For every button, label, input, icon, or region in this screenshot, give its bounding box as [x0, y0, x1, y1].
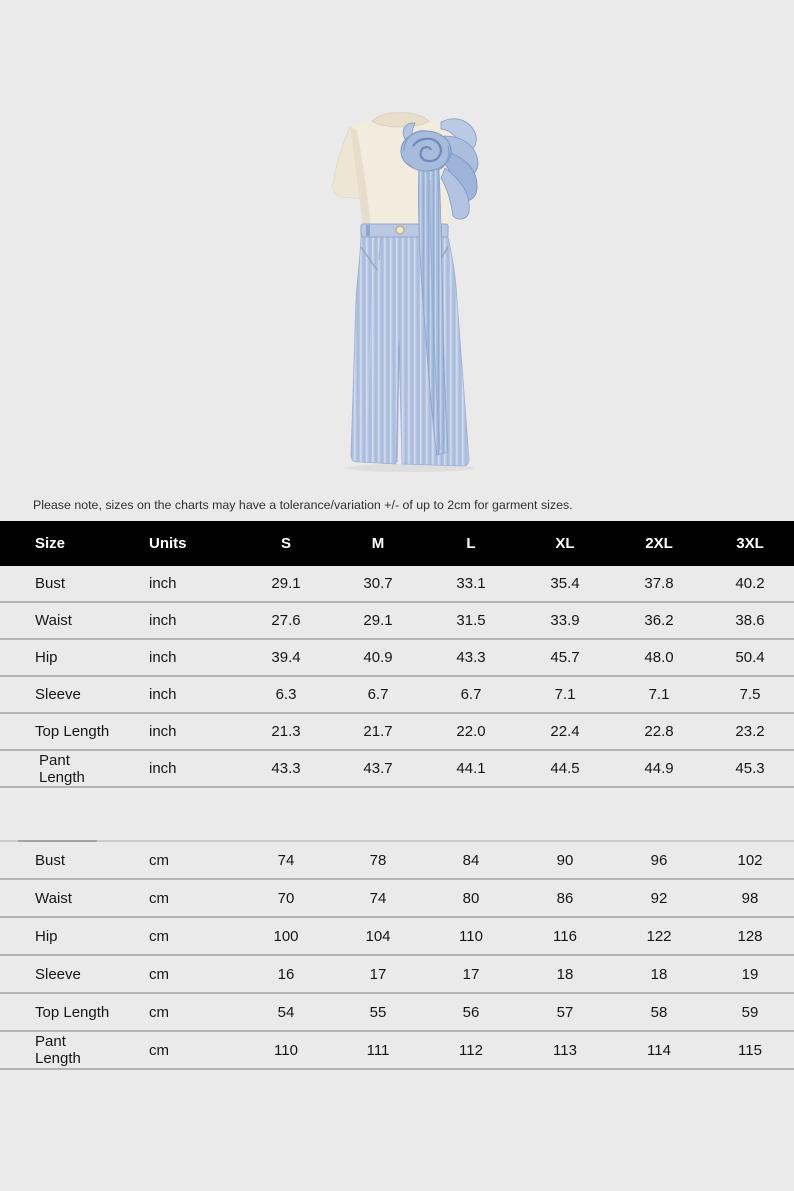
unit-cell: inch — [114, 713, 240, 750]
table-row — [0, 602, 794, 639]
measurement-label: Bust — [0, 566, 114, 602]
unit-cell: cm — [114, 841, 240, 879]
value-cell: 17 — [332, 955, 424, 993]
size-chart-cm-section — [0, 840, 794, 1070]
size-chart-inch-table — [0, 521, 794, 788]
value-cell: 30.7 — [332, 566, 424, 602]
value-cell: 22.0 — [424, 713, 518, 750]
value-cell: 58 — [612, 993, 706, 1031]
table-row — [0, 993, 794, 1031]
value-cell: 38.6 — [706, 602, 794, 639]
value-cell: 31.5 — [424, 602, 518, 639]
value-cell: 55 — [332, 993, 424, 1031]
value-cell: 98 — [706, 879, 794, 917]
table-row — [0, 1031, 794, 1069]
measurement-label: Hip — [0, 917, 114, 955]
value-cell: 57 — [518, 993, 612, 1031]
table-row — [0, 713, 794, 750]
value-cell: 92 — [612, 879, 706, 917]
value-cell: 18 — [518, 955, 612, 993]
value-cell: 80 — [424, 879, 518, 917]
col-header-units: Units — [114, 521, 240, 566]
unit-cell: inch — [114, 676, 240, 713]
table-row — [0, 676, 794, 713]
waist-button — [396, 226, 404, 234]
col-header-2xl: 2XL — [612, 521, 706, 566]
value-cell: 74 — [332, 879, 424, 917]
col-header-m: M — [332, 521, 424, 566]
neckline — [372, 113, 429, 127]
unit-cell: cm — [114, 1031, 240, 1069]
value-cell: 43.7 — [332, 750, 424, 787]
value-cell: 23.2 — [706, 713, 794, 750]
value-cell: 50.4 — [706, 639, 794, 676]
value-cell: 70 — [240, 879, 332, 917]
value-cell: 113 — [518, 1031, 612, 1069]
value-cell: 39.4 — [240, 639, 332, 676]
value-cell: 45.3 — [706, 750, 794, 787]
section-gap — [0, 788, 794, 840]
value-cell: 114 — [612, 1031, 706, 1069]
value-cell: 128 — [706, 917, 794, 955]
value-cell: 56 — [424, 993, 518, 1031]
value-cell: 59 — [706, 993, 794, 1031]
table-row — [0, 917, 794, 955]
value-cell: 43.3 — [240, 750, 332, 787]
measurement-label: Pant Length — [0, 750, 114, 787]
value-cell: 104 — [332, 917, 424, 955]
value-cell: 29.1 — [240, 566, 332, 602]
value-cell: 18 — [612, 955, 706, 993]
measurement-label: Sleeve — [0, 676, 114, 713]
value-cell: 21.7 — [332, 713, 424, 750]
measurement-label: Pant Length — [0, 1031, 114, 1069]
value-cell: 7.1 — [518, 676, 612, 713]
measurement-label: Bust — [0, 841, 114, 879]
unit-cell: cm — [114, 879, 240, 917]
table-row — [0, 841, 794, 879]
value-cell: 84 — [424, 841, 518, 879]
unit-cell: inch — [114, 639, 240, 676]
table-row — [0, 955, 794, 993]
value-cell: 44.5 — [518, 750, 612, 787]
table-row — [0, 566, 794, 602]
value-cell: 115 — [706, 1031, 794, 1069]
unit-cell: inch — [114, 602, 240, 639]
measurement-label: Top Length — [0, 993, 114, 1031]
value-cell: 96 — [612, 841, 706, 879]
value-cell: 90 — [518, 841, 612, 879]
value-cell: 78 — [332, 841, 424, 879]
col-header-xl: XL — [518, 521, 612, 566]
value-cell: 33.1 — [424, 566, 518, 602]
belt-loop — [366, 225, 370, 236]
value-cell: 40.2 — [706, 566, 794, 602]
product-outfit-illustration — [0, 0, 794, 492]
value-cell: 7.1 — [612, 676, 706, 713]
value-cell: 100 — [240, 917, 332, 955]
value-cell: 7.5 — [706, 676, 794, 713]
size-tolerance-note: Please note, sizes on the charts may have a tolerance/variation +/- of up to 2cm for garment sizes. — [33, 498, 573, 512]
value-cell: 110 — [240, 1031, 332, 1069]
value-cell: 6.7 — [332, 676, 424, 713]
unit-cell: inch — [114, 750, 240, 787]
value-cell: 111 — [332, 1031, 424, 1069]
col-header-size: Size — [0, 521, 114, 566]
value-cell: 44.9 — [612, 750, 706, 787]
value-cell: 29.1 — [332, 602, 424, 639]
value-cell: 19 — [706, 955, 794, 993]
col-header-l: L — [424, 521, 518, 566]
value-cell: 54 — [240, 993, 332, 1031]
size-chart-header — [0, 521, 794, 566]
measurement-label: Hip — [0, 639, 114, 676]
value-cell: 110 — [424, 917, 518, 955]
measurement-label: Waist — [0, 879, 114, 917]
pants-striped-wide-leg — [351, 237, 469, 466]
measurement-label: Top Length — [0, 713, 114, 750]
table-row — [0, 639, 794, 676]
value-cell: 48.0 — [612, 639, 706, 676]
value-cell: 33.9 — [518, 602, 612, 639]
value-cell: 35.4 — [518, 566, 612, 602]
measurement-label: Waist — [0, 602, 114, 639]
value-cell: 44.1 — [424, 750, 518, 787]
value-cell: 40.9 — [332, 639, 424, 676]
value-cell: 6.7 — [424, 676, 518, 713]
value-cell: 22.8 — [612, 713, 706, 750]
table-row — [0, 750, 794, 787]
value-cell: 86 — [518, 879, 612, 917]
value-cell: 102 — [706, 841, 794, 879]
value-cell: 6.3 — [240, 676, 332, 713]
col-header-s: S — [240, 521, 332, 566]
value-cell: 22.4 — [518, 713, 612, 750]
unit-cell: cm — [114, 917, 240, 955]
value-cell: 74 — [240, 841, 332, 879]
value-cell: 21.3 — [240, 713, 332, 750]
value-cell: 112 — [424, 1031, 518, 1069]
unit-cell: cm — [114, 955, 240, 993]
value-cell: 17 — [424, 955, 518, 993]
value-cell: 43.3 — [424, 639, 518, 676]
table-row — [0, 879, 794, 917]
product-photo — [0, 0, 794, 492]
value-cell: 16 — [240, 955, 332, 993]
value-cell: 116 — [518, 917, 612, 955]
value-cell: 122 — [612, 917, 706, 955]
value-cell: 45.7 — [518, 639, 612, 676]
measurement-label: Sleeve — [0, 955, 114, 993]
unit-cell: inch — [114, 566, 240, 602]
size-chart-cm-table — [0, 840, 794, 1070]
col-header-3xl: 3XL — [706, 521, 794, 566]
value-cell: 37.8 — [612, 566, 706, 602]
value-cell: 36.2 — [612, 602, 706, 639]
unit-cell: cm — [114, 993, 240, 1031]
value-cell: 27.6 — [240, 602, 332, 639]
